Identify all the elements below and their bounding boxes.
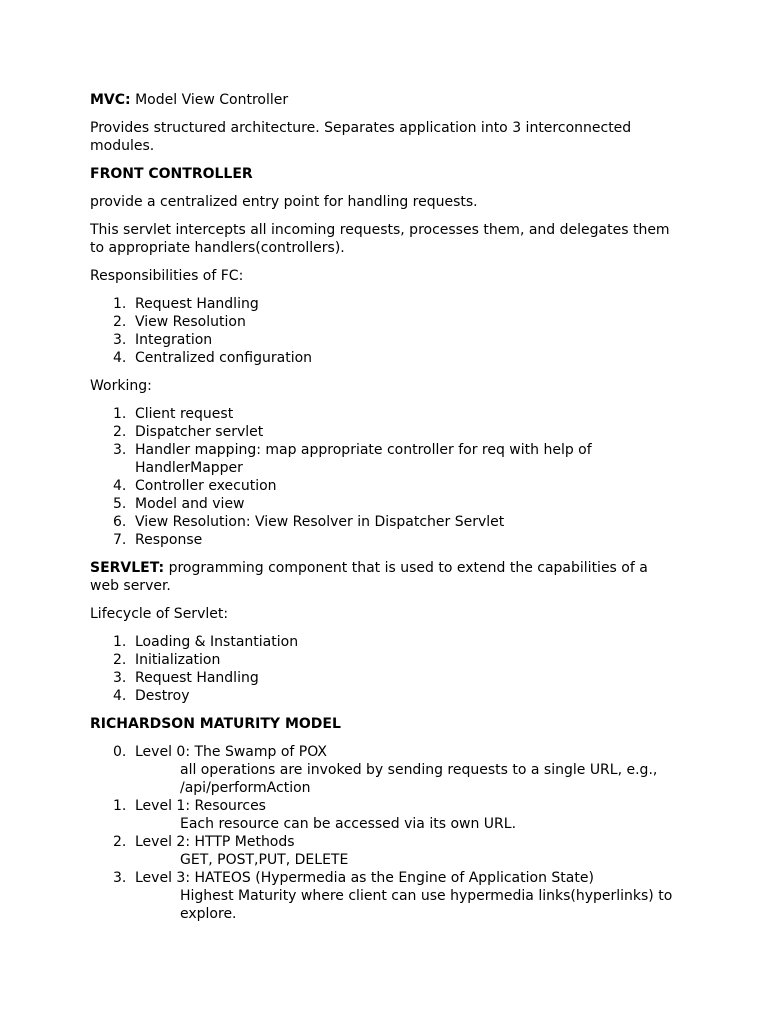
front-controller-detail: This servlet intercepts all incoming requests, processes them, and delegates them to appropriate handlers(controllers). bbox=[90, 222, 670, 256]
list-item bbox=[90, 687, 678, 705]
list-number: 3. bbox=[113, 442, 127, 458]
servlet-text: programming component that is used to extend the capabilities of a web server. bbox=[90, 560, 648, 594]
mvc-label: MVC: bbox=[90, 92, 131, 108]
list-item bbox=[90, 869, 678, 923]
servlet-line bbox=[90, 559, 678, 595]
list-number: 1. bbox=[113, 296, 127, 312]
list-text: View Resolution bbox=[135, 314, 246, 330]
list-number: 3. bbox=[113, 332, 127, 348]
list-item bbox=[90, 669, 678, 687]
list-number: 4. bbox=[113, 350, 127, 366]
level-title: Level 0: The Swamp of POX bbox=[135, 744, 327, 760]
servlet-label: SERVLET: bbox=[90, 560, 165, 576]
working-label: Working: bbox=[90, 378, 152, 394]
lifecycle-label: Lifecycle of Servlet: bbox=[90, 606, 229, 622]
list-text: Loading & Instantiation bbox=[135, 634, 299, 650]
list-text: Initialization bbox=[135, 652, 221, 668]
responsibilities-list bbox=[90, 295, 678, 367]
list-number: 0. bbox=[113, 744, 127, 760]
list-item bbox=[90, 405, 678, 423]
list-text: Integration bbox=[135, 332, 213, 348]
list-item bbox=[90, 495, 678, 513]
list-text: Request Handling bbox=[135, 670, 259, 686]
list-text: Dispatcher servlet bbox=[135, 424, 264, 440]
list-number: 4. bbox=[113, 688, 127, 704]
list-number: 1. bbox=[113, 798, 127, 814]
mvc-description: Provides structured architecture. Separates application into 3 interconnected modules. bbox=[90, 120, 632, 154]
mvc-line bbox=[90, 91, 678, 109]
list-item bbox=[90, 349, 678, 367]
list-number: 5. bbox=[113, 496, 127, 512]
list-text: Controller execution bbox=[135, 478, 277, 494]
front-controller-heading: FRONT CONTROLLER bbox=[90, 166, 253, 182]
list-text: Response bbox=[135, 532, 203, 548]
list-item bbox=[90, 331, 678, 349]
list-item bbox=[90, 833, 678, 869]
list-item bbox=[90, 295, 678, 313]
list-number: 3. bbox=[113, 670, 127, 686]
level-title: Level 2: HTTP Methods bbox=[135, 834, 295, 850]
list-number: 3. bbox=[113, 870, 127, 886]
list-item bbox=[90, 423, 678, 441]
list-number: 2. bbox=[113, 652, 127, 668]
responsibilities-label: Responsibilities of FC: bbox=[90, 268, 244, 284]
list-text: View Resolution: View Resolver in Dispatcher Servlet bbox=[135, 514, 505, 530]
working-list bbox=[90, 405, 678, 549]
level-detail: Each resource can be accessed via its own URL. bbox=[180, 816, 517, 832]
level-detail: GET, POST,PUT, DELETE bbox=[180, 852, 349, 868]
level-title: Level 1: Resources bbox=[135, 798, 266, 814]
list-text: Handler mapping: map appropriate controller for req with help of HandlerMapper bbox=[135, 442, 592, 476]
list-number: 7. bbox=[113, 532, 127, 548]
list-text: Request Handling bbox=[135, 296, 259, 312]
list-item bbox=[90, 313, 678, 331]
list-item bbox=[90, 441, 678, 477]
list-text: Model and view bbox=[135, 496, 245, 512]
list-item bbox=[90, 513, 678, 531]
list-item bbox=[90, 797, 678, 833]
front-controller-intro: provide a centralized entry point for handling requests. bbox=[90, 194, 478, 210]
list-number: 2. bbox=[113, 314, 127, 330]
list-item bbox=[90, 633, 678, 651]
mvc-text: Model View Controller bbox=[130, 92, 289, 108]
list-number: 2. bbox=[113, 834, 127, 850]
list-item bbox=[90, 477, 678, 495]
list-text: Client request bbox=[135, 406, 234, 422]
list-text: Centralized configuration bbox=[135, 350, 313, 366]
list-number: 1. bbox=[113, 406, 127, 422]
rmm-heading: RICHARDSON MATURITY MODEL bbox=[90, 716, 341, 732]
level-detail: Highest Maturity where client can use hypermedia links(hyperlinks) to explore. bbox=[180, 888, 673, 922]
level-title: Level 3: HATEOS (Hypermedia as the Engine of Application State) bbox=[135, 870, 594, 886]
list-item bbox=[90, 531, 678, 549]
level-detail: all operations are invoked by sending requests to a single URL, e.g., /api/performAction bbox=[180, 762, 658, 796]
lifecycle-list bbox=[90, 633, 678, 705]
list-item bbox=[90, 743, 678, 797]
list-number: 2. bbox=[113, 424, 127, 440]
list-number: 1. bbox=[113, 634, 127, 650]
list-text: Destroy bbox=[135, 688, 190, 704]
list-item bbox=[90, 651, 678, 669]
rmm-levels-list bbox=[90, 743, 678, 923]
list-number: 4. bbox=[113, 478, 127, 494]
list-number: 6. bbox=[113, 514, 127, 530]
